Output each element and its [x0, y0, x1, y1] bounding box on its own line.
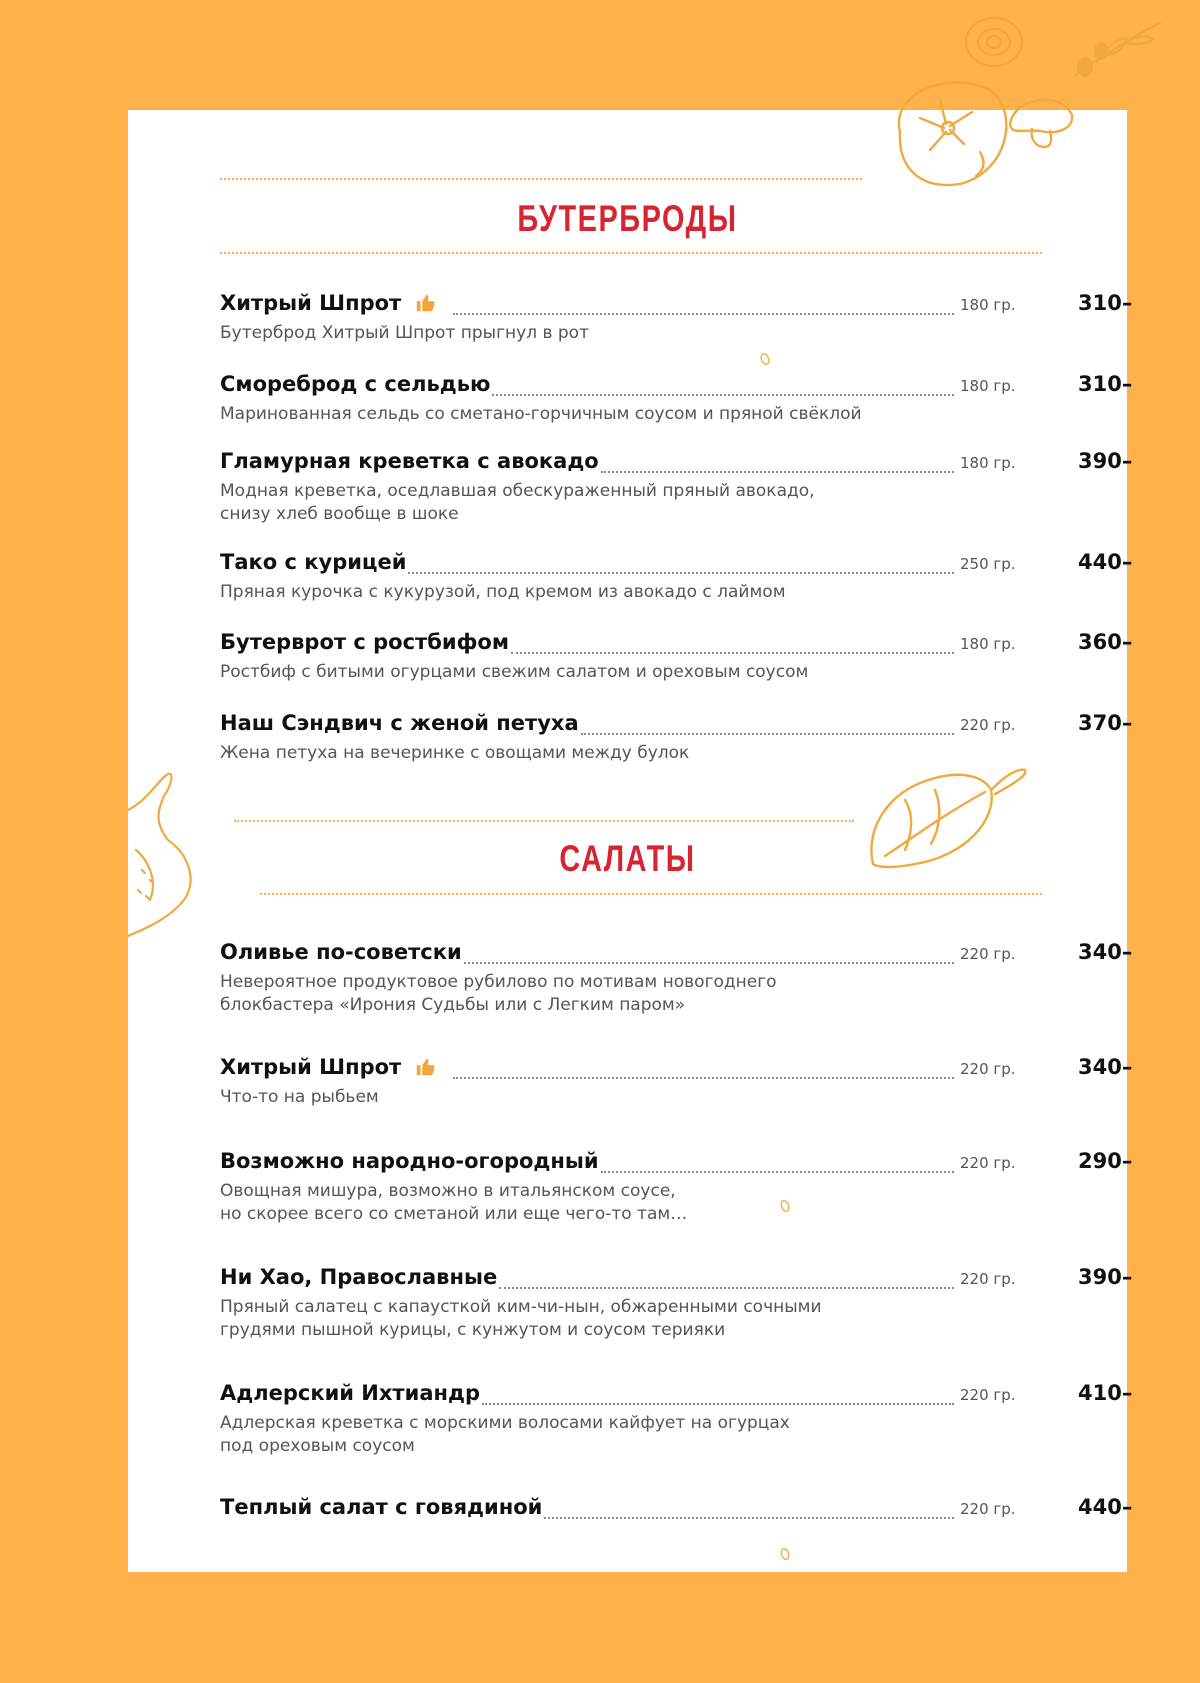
menu-item-name: Наш Сэндвич с женой петуха	[220, 711, 579, 735]
dotted-leader	[408, 572, 954, 574]
dotted-leader	[601, 1171, 954, 1173]
dotted-leader	[464, 962, 954, 964]
menu-item-price: 440–	[1078, 550, 1133, 574]
menu-item	[220, 1495, 1133, 1555]
menu-item-description: Невероятное продуктовое рубилово по мотивам новогоднего блокбастера «Ирония Судьбы или с Легким паром»	[220, 972, 777, 1015]
menu-item-name: Хитрый Шпрот	[220, 291, 402, 315]
menu-item-name: Ни Хао, Православные	[220, 1265, 498, 1289]
menu-item-row	[220, 1149, 1133, 1181]
menu-item-title	[220, 550, 406, 574]
menu-item-description: Адлерская креветка с морскими волосами кайфует на огурцах под ореховым соусом	[220, 1413, 790, 1456]
menu-item-weight: 180 гр.	[960, 454, 1016, 472]
menu-item	[220, 449, 1133, 524]
menu-item-title	[220, 372, 490, 396]
menu-item-name: Теплый салат с говядиной	[220, 1495, 543, 1519]
tomato-sketch-icon	[880, 72, 1020, 192]
menu-item	[220, 630, 1133, 690]
menu-item-price: 390–	[1078, 449, 1133, 473]
menu-item-weight: 220 гр.	[960, 1270, 1016, 1288]
menu-item-name: Бутерврот с ростбифом	[220, 630, 510, 654]
menu-item-description: Ростбиф с битыми огурцами свежим салатом и ореховым соусом	[220, 662, 809, 682]
menu-item-row	[220, 449, 1133, 481]
dotted-leader	[511, 652, 954, 654]
thumbs-up-icon	[415, 1056, 437, 1078]
menu-item	[220, 550, 1133, 610]
menu-item	[220, 1149, 1133, 1224]
dotted-leader	[499, 1287, 954, 1289]
menu-item-name: Смореброд с сельдью	[220, 372, 491, 396]
dotted-leader	[601, 471, 954, 473]
dotted-leader	[482, 1403, 954, 1405]
menu-item	[220, 940, 1133, 1015]
menu-item	[220, 1265, 1133, 1340]
seed-icon	[779, 1199, 791, 1213]
menu-item-name: Оливье по-советски	[220, 940, 462, 964]
seed-icon	[759, 352, 771, 366]
menu-item	[220, 1381, 1133, 1456]
menu-item-description: Жена петуха на вечеринке с овощами между булок	[220, 743, 690, 763]
menu-item-weight: 180 гр.	[960, 377, 1016, 395]
menu-item-weight: 220 гр.	[960, 1154, 1016, 1172]
menu-item-title	[220, 630, 509, 654]
menu-item-row	[220, 1265, 1133, 1297]
menu-item-weight: 250 гр.	[960, 555, 1016, 573]
menu-item-description: Овощная мишура, возможно в итальянском соусе, но скорее всего со сметаной или еще чего-то там…	[220, 1181, 688, 1224]
menu-item-name: Тако с курицей	[220, 550, 407, 574]
dotted-leader	[492, 394, 954, 396]
menu-item-name: Хитрый Шпрот	[220, 1055, 402, 1079]
menu-item-price: 310–	[1078, 372, 1133, 396]
menu-item-title	[220, 940, 462, 964]
section-divider-top	[220, 178, 862, 180]
menu-item-description: Бутерброд Хитрый Шпрот прыгнул в рот	[220, 323, 589, 343]
dotted-leader	[581, 733, 954, 735]
menu-item-price: 410–	[1078, 1381, 1133, 1405]
menu-item-title	[220, 1055, 437, 1079]
menu-item-price: 290–	[1078, 1149, 1133, 1173]
menu-item-weight: 220 гр.	[960, 1060, 1016, 1078]
menu-item-row	[220, 630, 1133, 662]
dotted-leader	[453, 313, 954, 315]
leaf-sketch-icon	[865, 760, 1030, 870]
menu-item-name: Возможно народно-огородный	[220, 1149, 599, 1173]
menu-item-row	[220, 711, 1133, 743]
menu-item-price: 340–	[1078, 1055, 1133, 1079]
menu-item-price: 390–	[1078, 1265, 1133, 1289]
menu-item-title	[220, 1265, 497, 1289]
menu-item-row	[220, 372, 1133, 404]
menu-item-title	[220, 1495, 542, 1519]
menu-item-price: 370–	[1078, 711, 1133, 735]
menu-item	[220, 291, 1133, 351]
section-title: БУТЕРБРОДЫ	[517, 198, 738, 239]
menu-item-row	[220, 1055, 1133, 1087]
section-divider-bottom	[260, 893, 1042, 895]
onion-sketch-icon	[960, 12, 1030, 72]
menu-item-weight: 220 гр.	[960, 1386, 1016, 1404]
dotted-leader	[544, 1517, 954, 1519]
menu-item-description: Пряный салатец с капаусткой ким-чи-нын, обжаренными сочными грудями пышной курицы, с кунжутом и соусом терияки	[220, 1297, 822, 1340]
menu-item	[220, 1055, 1133, 1115]
menu-item	[220, 372, 1133, 432]
menu-item-description: Маринованная сельдь со сметано-горчичным соусом и пряной свёклой	[220, 404, 862, 424]
section-title: САЛАТЫ	[559, 838, 696, 879]
section-divider-bottom	[220, 252, 1042, 254]
menu-item-weight: 220 гр.	[960, 716, 1016, 734]
section-divider-top	[234, 820, 854, 822]
menu-item-price: 360–	[1078, 630, 1133, 654]
menu-item-price: 310–	[1078, 291, 1133, 315]
mushroom-sketch-icon	[1000, 85, 1080, 155]
menu-item-title	[220, 1149, 599, 1173]
menu-item-row	[220, 1381, 1133, 1413]
menu-item-row	[220, 550, 1133, 582]
menu-item-description: Модная креветка, оседлавшая обескураженный пряный авокадо, снизу хлеб вообще в шоке	[220, 481, 815, 524]
menu-item-name: Адлерский Ихтиандр	[220, 1381, 480, 1405]
thumbs-up-icon	[415, 292, 437, 314]
menu-item-weight: 180 гр.	[960, 635, 1016, 653]
menu-item-title	[220, 711, 579, 735]
menu-item-title	[220, 291, 437, 315]
menu-item-price: 440–	[1078, 1495, 1133, 1519]
menu-item-price: 340–	[1078, 940, 1133, 964]
menu-item-description: Пряная курочка с кукурузой, под кремом из авокадо с лаймом	[220, 582, 786, 602]
menu-item-row	[220, 940, 1133, 972]
olive-branch-sketch-icon	[1065, 15, 1165, 85]
dotted-leader	[453, 1077, 954, 1079]
menu-item-title	[220, 449, 599, 473]
menu-item-description: Что-то на рыбьем	[220, 1087, 379, 1107]
menu-item-title	[220, 1381, 480, 1405]
menu-item-row	[220, 291, 1133, 323]
menu-item-row	[220, 1495, 1133, 1527]
cutting-board-sketch-icon	[128, 770, 208, 940]
menu-item-weight: 220 гр.	[960, 1500, 1016, 1518]
seed-icon	[779, 1547, 791, 1561]
menu-item-name: Гламурная креветка с авокадо	[220, 449, 599, 473]
menu-item-weight: 220 гр.	[960, 945, 1016, 963]
menu-item-weight: 180 гр.	[960, 296, 1016, 314]
